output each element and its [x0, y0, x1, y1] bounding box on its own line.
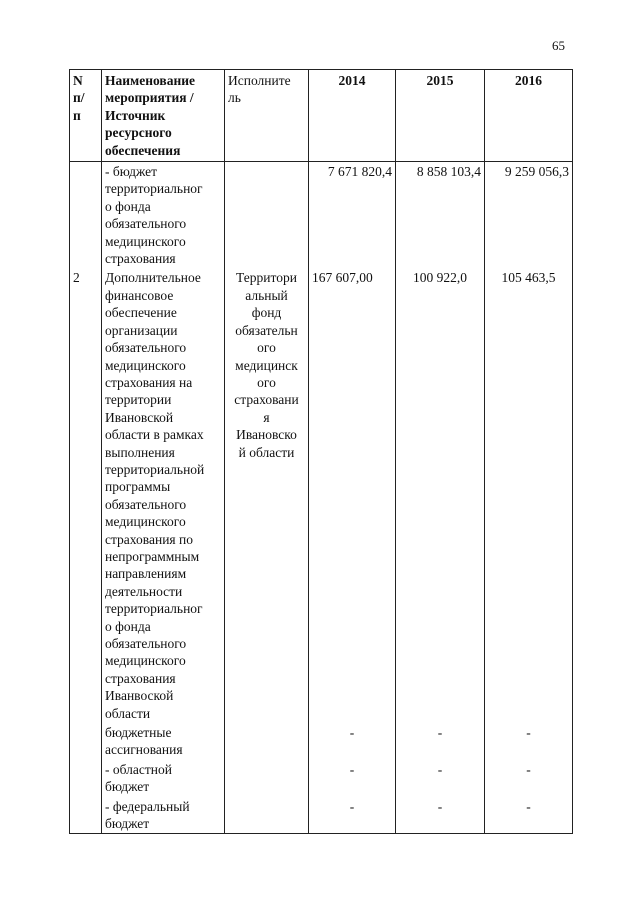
row-value-2014: 7 671 820,4: [309, 162, 396, 269]
row-name: - областной бюджет: [102, 760, 225, 797]
row-index: [70, 162, 102, 269]
header-name: Наименование мероприятия / Источник ресурсного обеспечения: [102, 70, 225, 162]
table-row: [70, 760, 573, 797]
row-value-2016: 9 259 056,3: [485, 162, 573, 269]
header-2015: 2015: [396, 70, 485, 162]
header-2016: 2016: [485, 70, 573, 162]
table-row: [70, 268, 573, 723]
table-row: [70, 162, 573, 269]
row-value-2014: -: [309, 723, 396, 760]
row-index: [70, 797, 102, 834]
row-index: [70, 723, 102, 760]
row-value-2015: -: [396, 723, 485, 760]
row-value-2016: -: [485, 723, 573, 760]
row-index: 2: [70, 268, 102, 723]
row-value-2016: 105 463,5: [485, 268, 573, 723]
row-name: - федеральный бюджет: [102, 797, 225, 834]
row-value-2014: -: [309, 797, 396, 834]
row-name: Дополнительное финансовое обеспечение организации обязательного медицинского страхования на территории Ивановской области в рамках выполнения территориальной программы обязательного медицинского страхования по непрограммным направлениям деятельности территориальног о фонда обязательного медицинского страхования Иванвоской области: [102, 268, 225, 723]
funding-table: [69, 69, 573, 834]
row-value-2015: 100 922,0: [396, 268, 485, 723]
table-header-row: [70, 70, 573, 162]
table-row: [70, 797, 573, 834]
row-value-2015: -: [396, 760, 485, 797]
row-executor: [225, 162, 309, 269]
row-value-2015: 8 858 103,4: [396, 162, 485, 269]
table-row: [70, 723, 573, 760]
row-name: - бюджет территориальног о фонда обязательного медицинского страхования: [102, 162, 225, 269]
row-executor: Территори альный фонд обязательн ого медицинск ого страховани я Ивановско й области: [225, 268, 309, 723]
row-value-2015: -: [396, 797, 485, 834]
header-executor: Исполните ль: [225, 70, 309, 162]
row-value-2016: -: [485, 760, 573, 797]
row-value-2014: 167 607,00: [309, 268, 396, 723]
row-executor: [225, 760, 309, 797]
header-num: N п/ п: [70, 70, 102, 162]
row-value-2016: -: [485, 797, 573, 834]
row-executor: [225, 723, 309, 760]
row-value-2014: -: [309, 760, 396, 797]
row-executor: [225, 797, 309, 834]
page-number: 65: [552, 38, 565, 53]
header-2014: 2014: [309, 70, 396, 162]
row-index: [70, 760, 102, 797]
row-name: бюджетные ассигнования: [102, 723, 225, 760]
